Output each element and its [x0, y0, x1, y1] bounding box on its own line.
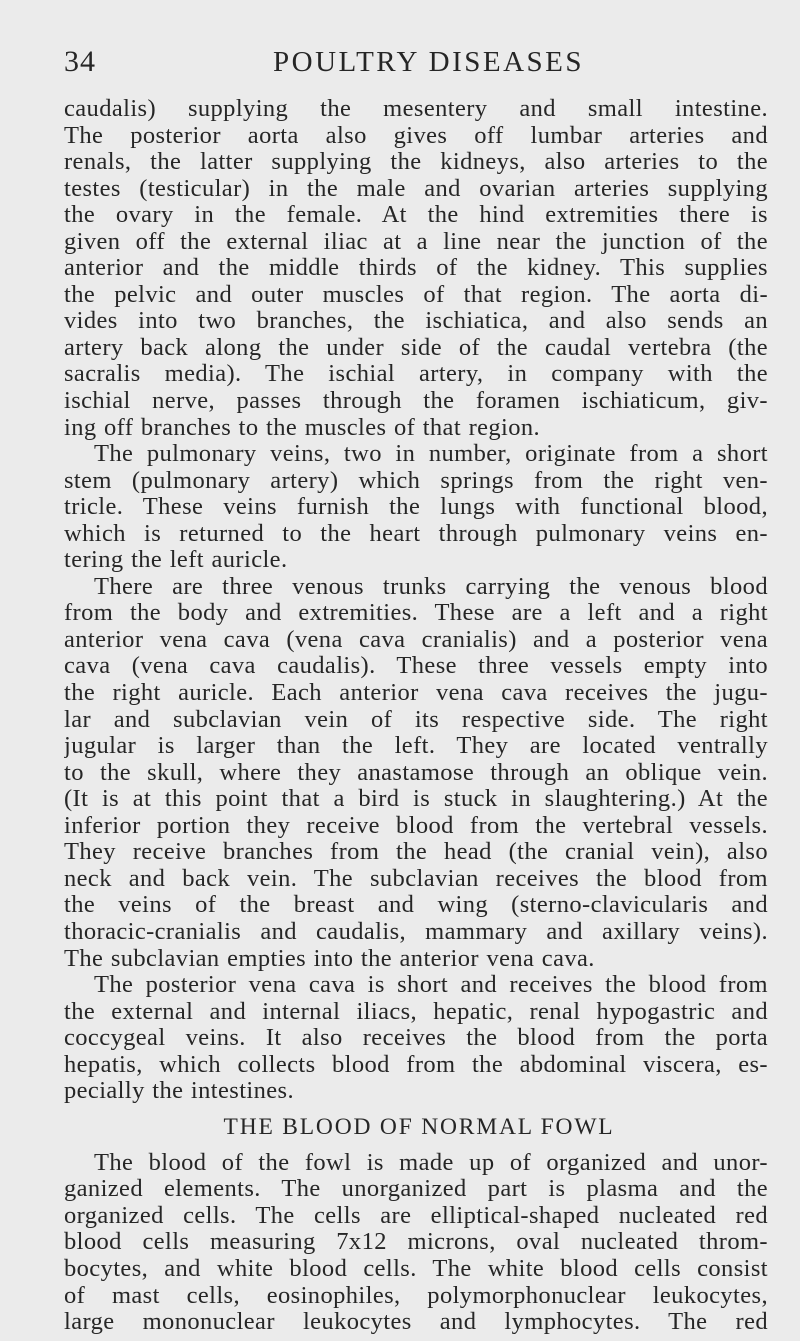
text-line-last: tering the left auricle. [64, 547, 288, 574]
running-title: POULTRY DISEASES [273, 46, 584, 78]
text-line: the pelvic and outer muscles of that region. The aorta di- [64, 281, 768, 308]
text-line: anterior vena cava (vena cava cranialis) and a posterior vena [64, 626, 768, 653]
body-text [64, 96, 768, 1336]
text-line: of mast cells, eosinophiles, polymorphonuclear leukocytes, [64, 1282, 768, 1309]
text-line: bocytes, and white blood cells. The white blood cells consist [64, 1255, 768, 1282]
text-line: The pulmonary veins, two in number, originate from a short [94, 441, 768, 468]
text-line: from the body and extremities. These are a left and a right [64, 600, 768, 627]
text-line: to the skull, where they anastamose through an oblique vein. [64, 759, 768, 786]
text-line: The blood of the fowl is made up of organized and unor- [94, 1149, 768, 1176]
text-line: organized cells. The cells are elliptical-shaped nucleated red [64, 1202, 768, 1229]
text-line: the right auricle. Each anterior vena cava receives the jugu- [64, 680, 768, 707]
text-line: testes (testicular) in the male and ovarian arteries supplying [64, 175, 768, 202]
text-line: tricle. These veins furnish the lungs with functional blood, [64, 494, 768, 521]
text-line: renals, the latter supplying the kidneys, also arteries to the [64, 149, 768, 176]
text-line: the veins of the breast and wing (sterno-clavicularis and [64, 892, 768, 919]
paragraph-blood-composition [64, 1150, 768, 1336]
text-line: There are three venous trunks carrying the venous blood [94, 573, 768, 600]
text-line: hepatis, which collects blood from the abdominal viscera, es- [64, 1051, 768, 1078]
page-number: 34 [64, 45, 96, 78]
text-line: (It is at this point that a bird is stuck in slaughtering.) At the [64, 786, 768, 813]
text-line: The posterior vena cava is short and receives the blood from [94, 972, 768, 999]
text-line: The posterior aorta also gives off lumbar arteries and [64, 122, 768, 149]
text-line: vides into two branches, the ischiatica, and also sends an [64, 308, 768, 335]
text-line: sacralis media). The ischial artery, in company with the [64, 361, 768, 388]
text-line: thoracic-cranialis and caudalis, mammary and axillary veins). [64, 918, 768, 945]
text-line-last: The subclavian empties into the anterior vena cava. [64, 945, 595, 972]
text-line: stem (pulmonary artery) which springs from the right ven- [64, 467, 768, 494]
text-line: caudalis) supplying the mesentery and small intestine. [64, 96, 768, 122]
text-line: They receive branches from the head (the cranial vein), also [64, 839, 768, 866]
text-line: inferior portion they receive blood from the vertebral vessels. [64, 812, 768, 839]
text-line-last: ing off branches to the muscles of that region. [64, 414, 541, 441]
text-line: lar and subclavian vein of its respective side. The right [64, 706, 768, 733]
text-line: jugular is larger than the left. They are located ventrally [64, 733, 768, 760]
running-head [64, 42, 764, 82]
text-line: coccygeal veins. It also receives the blood from the porta [64, 1025, 768, 1052]
text-line: blood cells measuring 7x12 microns, oval nucleated throm- [64, 1229, 768, 1256]
text-line: which is returned to the heart through pulmonary veins en- [64, 520, 768, 547]
text-line: the external and internal iliacs, hepatic, renal hypogastric and [64, 998, 768, 1025]
paragraph-aorta-branches [64, 96, 768, 441]
section-heading: THE BLOOD OF NORMAL FOWL [223, 1113, 615, 1140]
text-line: the ovary in the female. At the hind extremities there is [64, 202, 768, 229]
paragraph-posterior-vena-cava [64, 972, 768, 1105]
text-line: ischial nerve, passes through the foramen ischiaticum, giv- [64, 388, 768, 415]
paragraph-pulmonary-veins [64, 441, 768, 574]
paragraph-venous-trunks [64, 574, 768, 972]
text-line: ganized elements. The unorganized part is plasma and the [64, 1176, 768, 1203]
text-line: anterior and the middle thirds of the kidney. This supplies [64, 255, 768, 282]
text-line: large mononuclear leukocytes and lymphocytes. The red [64, 1309, 768, 1336]
text-line: neck and back vein. The subclavian receives the blood from [64, 865, 768, 892]
text-line: given off the external iliac at a line near the junction of the [64, 228, 768, 255]
text-line: artery back along the under side of the caudal vertebra (the [64, 334, 768, 361]
text-line-last: pecially the intestines. [64, 1078, 294, 1105]
text-line: cava (vena cava caudalis). These three vessels empty into [64, 653, 768, 680]
